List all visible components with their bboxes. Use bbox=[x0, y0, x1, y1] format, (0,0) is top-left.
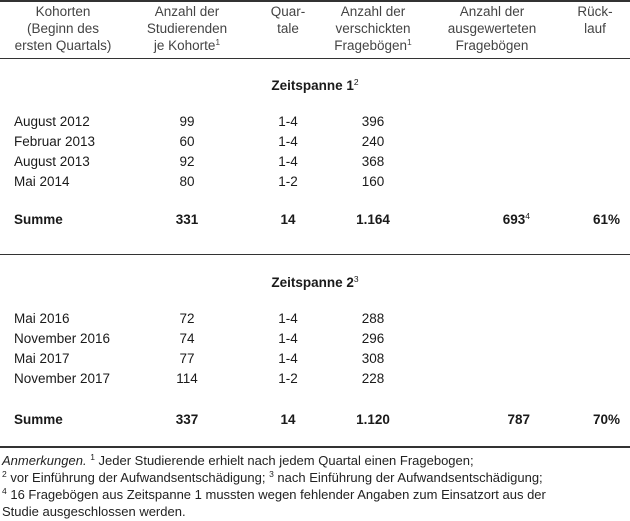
cell-quartale: 1-4 bbox=[278, 331, 298, 346]
sum-quartale: 14 bbox=[280, 212, 296, 227]
sum-studierende: 331 bbox=[175, 212, 199, 227]
cell-studierende: 74 bbox=[179, 331, 195, 346]
table-row bbox=[0, 310, 630, 330]
sum-ausgewertet: 787 bbox=[507, 412, 530, 427]
sum-row bbox=[0, 411, 630, 431]
note-line-4: Studie ausgeschlossen werden. bbox=[2, 504, 186, 519]
cell-verschickt: 368 bbox=[361, 154, 385, 169]
cell-studierende: 72 bbox=[179, 311, 195, 326]
cell-quartale: 1-4 bbox=[278, 311, 298, 326]
cell-kohorte: November 2016 bbox=[14, 331, 111, 346]
cell-kohorte: Mai 2014 bbox=[14, 174, 70, 189]
cell-verschickt: 288 bbox=[361, 311, 385, 326]
sum-verschickt: 1.164 bbox=[356, 212, 390, 227]
cell-studierende: 92 bbox=[179, 154, 195, 169]
sum-studierende: 337 bbox=[175, 412, 199, 427]
cell-quartale: 1-2 bbox=[278, 174, 298, 189]
cell-kohorte: Mai 2016 bbox=[14, 311, 70, 326]
header-quartale: Quar- tale bbox=[270, 4, 306, 36]
cell-studierende: 80 bbox=[179, 174, 195, 189]
table-row bbox=[0, 153, 630, 173]
table-top-rule bbox=[0, 0, 630, 2]
cell-studierende: 114 bbox=[176, 371, 198, 386]
cell-kohorte: August 2012 bbox=[14, 114, 90, 129]
header-verschickt: Anzahl der verschickten Fragebögen$^1$ bbox=[334, 4, 412, 53]
cell-kohorte: August 2013 bbox=[14, 154, 90, 169]
cell-quartale: 1-4 bbox=[278, 134, 298, 149]
period-separator-rule bbox=[0, 254, 630, 255]
table-notes bbox=[2, 452, 628, 520]
period-2-title: Zeitspanne $2^3$ bbox=[271, 274, 359, 290]
header-anzahl-studierende: Anzahl der Studierenden je Kohorte$^1$ bbox=[146, 4, 228, 53]
cell-studierende: 99 bbox=[179, 114, 195, 129]
note-line-3: $^4$ 16 Fragebögen aus Zeitspanne 1 mussten wegen fehlender Angaben zum Einsatzort aus der bbox=[2, 486, 546, 502]
cell-studierende: 60 bbox=[179, 134, 195, 149]
cell-quartale: 1-2 bbox=[278, 371, 298, 386]
table-row bbox=[0, 370, 630, 390]
cell-verschickt: 160 bbox=[361, 174, 385, 189]
sum-quartale: 14 bbox=[280, 412, 296, 427]
note-line-2: $^2$ vor Einführung der Aufwandsentschädigung; $^3$ nach Einführung der Aufwandsentschädigung; bbox=[2, 469, 543, 485]
table-row bbox=[0, 133, 630, 153]
cell-kohorte: Februar 2013 bbox=[14, 134, 96, 149]
cell-studierende: 77 bbox=[179, 351, 195, 366]
cell-kohorte: November 2017 bbox=[14, 371, 111, 386]
sum-ruecklauf: 70% bbox=[592, 412, 620, 427]
cell-verschickt: 240 bbox=[361, 134, 385, 149]
table-row bbox=[0, 330, 630, 350]
header-ruecklauf: Rück- lauf bbox=[577, 4, 613, 36]
sum-verschickt: 1.120 bbox=[356, 412, 390, 427]
cell-quartale: 1-4 bbox=[278, 114, 298, 129]
cell-quartale: 1-4 bbox=[278, 154, 298, 169]
sum-row bbox=[0, 211, 630, 231]
table-bottom-rule bbox=[0, 446, 630, 448]
table-row bbox=[0, 350, 630, 370]
header-ausgewertet: Anzahl der ausgewerteten Fragebögen bbox=[447, 4, 537, 53]
header-rule bbox=[0, 58, 630, 59]
note-line-1: Anmerkungen. $^1$ Jeder Studierende erhielt nach jedem Quartal einen Fragebogen; bbox=[2, 452, 474, 468]
cell-verschickt: 308 bbox=[361, 351, 385, 366]
sum-label: Summe bbox=[14, 412, 63, 427]
cell-kohorte: Mai 2017 bbox=[14, 351, 70, 366]
cell-verschickt: 228 bbox=[361, 371, 385, 386]
sum-ruecklauf: 61% bbox=[592, 212, 620, 227]
sum-ausgewertet: $693^4$ bbox=[502, 211, 530, 227]
cell-verschickt: 296 bbox=[361, 331, 385, 346]
sum-label: Summe bbox=[14, 212, 63, 227]
table-row bbox=[0, 113, 630, 133]
table-row bbox=[0, 173, 630, 193]
header-kohorten: Kohorten (Beginn des ersten Quartals) bbox=[14, 4, 112, 53]
cell-quartale: 1-4 bbox=[278, 351, 298, 366]
period-1-title: Zeitspanne $1^2$ bbox=[271, 77, 359, 93]
cell-verschickt: 396 bbox=[361, 114, 385, 129]
